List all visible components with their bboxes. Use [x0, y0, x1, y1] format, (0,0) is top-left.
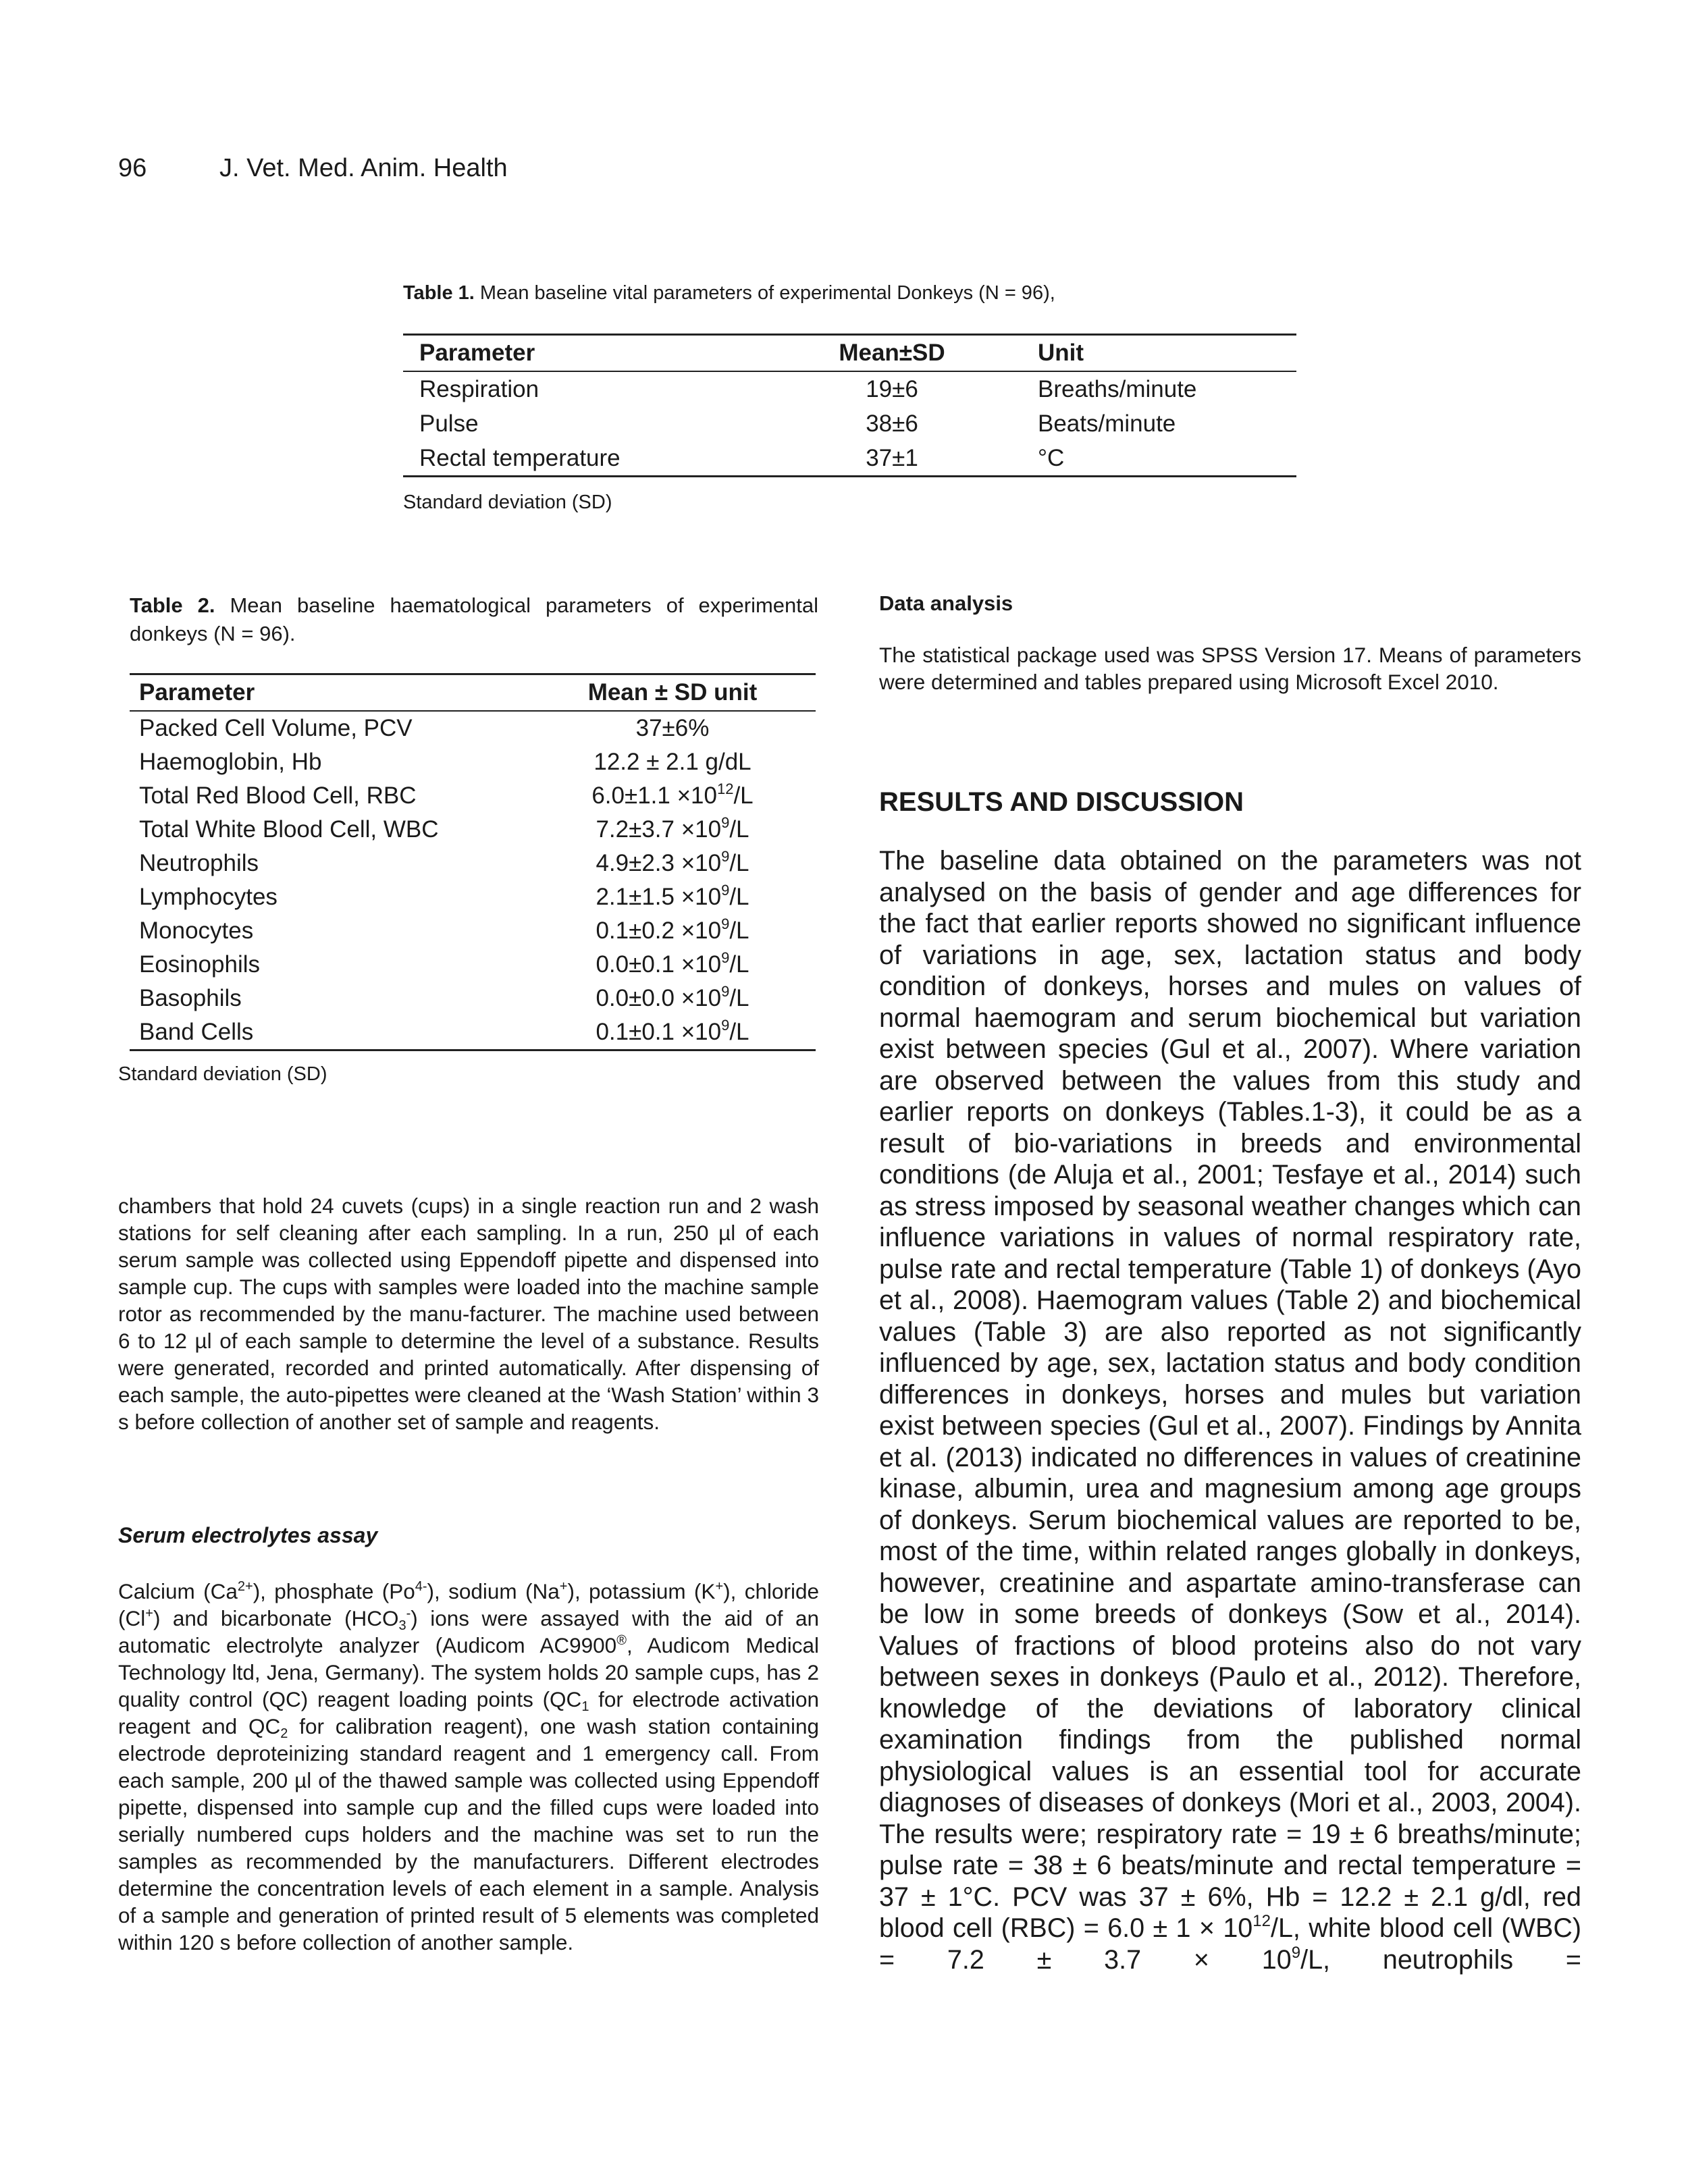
table-cell: Breaths/minute — [1038, 375, 1197, 402]
running-header — [118, 154, 508, 183]
table-cell: Beats/minute — [1038, 410, 1176, 437]
text-run: for calibration reagent), one wash station containing electrode deproteinizing standard reagent and 1 emergency call. From each sample, 200 µl of the thawed sample was collected using Eppendoff pipette, dispensed into sample cup and the filled cups were loaded into serially numbered cups holders and the machine was set to run the samples as recommended by the manufacturers. Different electrodes determine the concentration levels of each element in a sample. Analysis of a sample and generation of printed result of 5 elements was completed within 120 s before collection of another sample. — [118, 1714, 819, 1954]
table-cell: 37±1 — [784, 441, 1000, 477]
subscript: 2 — [280, 1726, 288, 1741]
table2-header-row — [130, 674, 816, 712]
cell-value: 0.0±0.1 ×10 — [596, 951, 722, 978]
table-row — [130, 1015, 816, 1050]
text-run: ) and bicarbonate (HCO — [153, 1606, 399, 1630]
table1-caption-text: Mean baseline vital parameters of experimental Donkeys (N = 96), — [479, 282, 1055, 304]
section-heading-results: RESULTS AND DISCUSSION — [879, 787, 1244, 817]
table-cell — [529, 711, 816, 745]
table-cell: Total Red Blood Cell, RBC — [139, 782, 417, 809]
superscript: 2+ — [237, 1579, 253, 1594]
exponent: 9 — [721, 882, 730, 899]
table-row — [403, 406, 1296, 441]
table-row — [403, 441, 1296, 477]
table-cell — [529, 948, 816, 982]
table1-caption — [403, 282, 1055, 304]
subscript: 1 — [581, 1699, 589, 1714]
table1-col-parameter: Parameter — [403, 335, 784, 372]
table-cell: 19±6 — [866, 375, 918, 402]
superscript: ® — [616, 1633, 627, 1648]
cell-value: 2.1±1.5 ×10 — [596, 884, 722, 910]
table1-note: Standard deviation (SD) — [403, 491, 612, 513]
table-cell: Neutrophils — [139, 850, 259, 876]
exponent: 9 — [721, 848, 730, 865]
table-cell — [529, 847, 816, 880]
table2-caption-text: Mean baseline haematological parameters of experimental donkeys (N = 96). — [130, 593, 818, 645]
cell-value: 6.0±1.1 ×10 — [591, 782, 717, 809]
table-row — [130, 779, 816, 813]
table-cell: 38±6 — [866, 410, 918, 437]
table-cell: Band Cells — [130, 1015, 529, 1050]
exponent: 9 — [721, 814, 730, 831]
table-row — [403, 371, 1296, 406]
table-row — [130, 880, 816, 914]
section-heading-data-analysis: Data analysis — [879, 591, 1013, 615]
table-cell: Respiration — [419, 375, 539, 402]
cell-value: 12.2 ± 2.1 g/dL — [594, 749, 751, 775]
table-cell: Total White Blood Cell, WBC — [139, 816, 439, 843]
exponent: 12 — [716, 780, 734, 797]
superscript: 4- — [415, 1579, 427, 1594]
table-row — [130, 745, 816, 779]
unit-suffix: /L — [729, 1019, 749, 1045]
table-cell: Rectal temperature — [403, 441, 784, 477]
unit-suffix: /L — [729, 884, 749, 910]
table1-col-mean: Mean±SD — [784, 335, 1000, 372]
cell-value: 0.0±0.0 ×10 — [596, 985, 722, 1011]
cell-value: 37±6% — [635, 715, 710, 741]
table-row — [130, 914, 816, 948]
superscript: + — [145, 1606, 153, 1621]
unit-suffix: /L — [729, 951, 749, 978]
table-cell — [529, 914, 816, 948]
body-paragraph-data-analysis: The statistical package used was SPSS Version 17. Means of parameters were determined and tables prepared using Microsoft Excel 2010. — [879, 643, 1581, 694]
table-cell — [529, 745, 816, 779]
text-run: /L, neutrophils = — [1300, 1944, 1581, 1975]
table-cell: Lymphocytes — [139, 884, 278, 910]
unit-suffix: /L — [729, 816, 749, 843]
cell-value: 0.1±0.2 ×10 — [596, 917, 722, 944]
text-run: ), sodium (Na — [427, 1579, 560, 1603]
table2-note: Standard deviation (SD) — [118, 1063, 327, 1085]
superscript: + — [559, 1579, 568, 1594]
cell-value: 7.2±3.7 ×10 — [596, 816, 722, 843]
body-paragraph-electrolytes — [118, 1578, 819, 1956]
unit-suffix: /L — [729, 850, 749, 876]
table-cell: Haemoglobin, Hb — [139, 749, 322, 775]
body-paragraph-results — [879, 845, 1581, 1975]
table-cell: °C — [1000, 441, 1296, 477]
table-cell — [529, 982, 816, 1015]
table-cell — [529, 1015, 816, 1050]
table1 — [403, 334, 1296, 477]
exponent: 9 — [721, 915, 730, 932]
table-cell: Basophils — [139, 985, 242, 1011]
unit-suffix: /L — [729, 985, 749, 1011]
unit-suffix: /L — [733, 782, 754, 809]
table2-label: Table 2. — [130, 593, 215, 617]
superscript: 9 — [1291, 1943, 1301, 1962]
superscript: - — [406, 1606, 411, 1621]
table2-col-parameter: Parameter — [130, 674, 529, 712]
text-run: The baseline data obtained on the parameters was not analysed on the basis of gender and age differences for the fact that earlier reports showed no significant influence of variations in age, sex, lactation status and body condition of donkeys, horses and mules on values of normal haemogram and serum biochemical but variation exist between species (Gul et al., 2007). Where variation are observed between the values from this study and earlier reports on donkeys (Tables.1-3), it could be as a result of bio-variations in breeds and environmental conditions (de Aluja et al., 2001; Tesfaye et al., 2014) such as stress imposed by seasonal weather changes which can influence variations in values of normal respiratory rate, pulse rate and rectal temperature (Table 1) of donkeys (Ayo et al., 2008). Haemogram values (Table 2) and biochemical values (Table 3) are also reported as not significantly influenced by age, sex, lactation status and body condition differences in donkeys, horses and mules but variation exist between species (Gul et al., 2007). Findings by Annita et al. (2013) indicated no differences in values of creatinine kinase, albumin, urea and magnesium among age groups of donkeys. Serum biochemical values are reported to be, most of the time, within related ranges globally in donkeys, however, creatinine and aspartate amino-transferase can be low in some breeds of donkeys (Sow et al., 2014). Values of fractions of blood proteins also do not vary between sexes in donkeys (Paulo et al., 2012). Therefore, knowledge of the deviations of laboratory clinical examination findings from the published normal physiological values is an essential tool for accurate diagnoses of diseases of donkeys (Mori et al., 2003, 2004). The results were; respiratory rate = 19 ± 6 breaths/minute; pulse rate = 38 ± 6 beats/minute and rectal temperature = 37 ± 1°C. PCV was 37 ± 6%, Hb = 12.2 ± 2.1 g/dl, red blood cell (RBC) = 6.0 ± 1 × 10 — [879, 846, 1581, 1943]
table-cell — [529, 813, 816, 847]
text-run: ), potassium (K — [567, 1579, 716, 1603]
unit-suffix: /L — [729, 917, 749, 944]
text-run: Calcium (Ca — [118, 1579, 238, 1603]
table-cell — [529, 779, 816, 813]
table-cell — [529, 880, 816, 914]
table1-col-unit: Unit — [1000, 335, 1296, 372]
table-cell: Pulse — [419, 410, 479, 437]
text-run: ), phosphate (Po — [253, 1579, 415, 1603]
page-number: 96 — [118, 154, 147, 182]
table1-label: Table 1. — [403, 282, 475, 304]
table2 — [130, 673, 816, 1051]
table-cell: Eosinophils — [139, 951, 260, 978]
table2-caption — [130, 591, 818, 648]
exponent: 9 — [721, 1017, 730, 1034]
cell-value: 4.9±2.3 ×10 — [596, 850, 722, 876]
table-cell: Monocytes — [139, 917, 254, 944]
table2-col-mean: Mean ± SD unit — [529, 674, 816, 712]
superscript: + — [715, 1579, 724, 1594]
cell-value: 0.1±0.1 ×10 — [596, 1019, 722, 1045]
text-run: for electrode activation reagent and QC — [118, 1687, 819, 1738]
journal-title: J. Vet. Med. Anim. Health — [219, 154, 508, 182]
table-row — [130, 813, 816, 847]
text-run: , Audicom Medical Technology ltd, Jena, Germany). The system holds 20 sample cups, has 2 quality control (QC) reagent loading points (QC — [118, 1633, 819, 1711]
superscript: 12 — [1252, 1912, 1271, 1930]
table-row — [130, 948, 816, 982]
table-row — [130, 711, 816, 745]
table-row — [130, 982, 816, 1015]
table2-body — [130, 711, 816, 1050]
exponent: 9 — [721, 983, 730, 1000]
text-run: ) ions were assayed with the aid of an automatic electrolyte analyzer (Audicom AC9900 — [118, 1606, 819, 1657]
section-heading-serum-electrolytes: Serum electrolytes assay — [118, 1523, 378, 1547]
table-row — [130, 847, 816, 880]
subscript: 3 — [398, 1618, 406, 1633]
table-cell: Packed Cell Volume, PCV — [139, 715, 413, 741]
body-paragraph-chambers: chambers that hold 24 cuvets (cups) in a single reaction run and 2 wash stations for self cleaning after each sampling. In a run, 250 µl of each serum sample was collected using Eppendoff pipette and dispensed into sample cup. The cups with samples were loaded into the machine sample rotor as recommended by the manu-facturer. The machine used between 6 to 12 µl of each sample to determine the level of a substance. Results were generated, recorded and printed automatically. After dispensing of each sample, the auto-pipettes were cleaned at the ‘Wash Station’ within 3 s before collection of another set of sample and reagents. — [118, 1194, 819, 1434]
text-run: /L, white blood cell (WBC) = 7.2 ± 3.7 × 10 — [879, 1913, 1582, 1975]
text-run: ), chloride (Cl — [118, 1579, 820, 1630]
table1-header-row — [403, 335, 1296, 372]
exponent: 9 — [721, 949, 730, 966]
